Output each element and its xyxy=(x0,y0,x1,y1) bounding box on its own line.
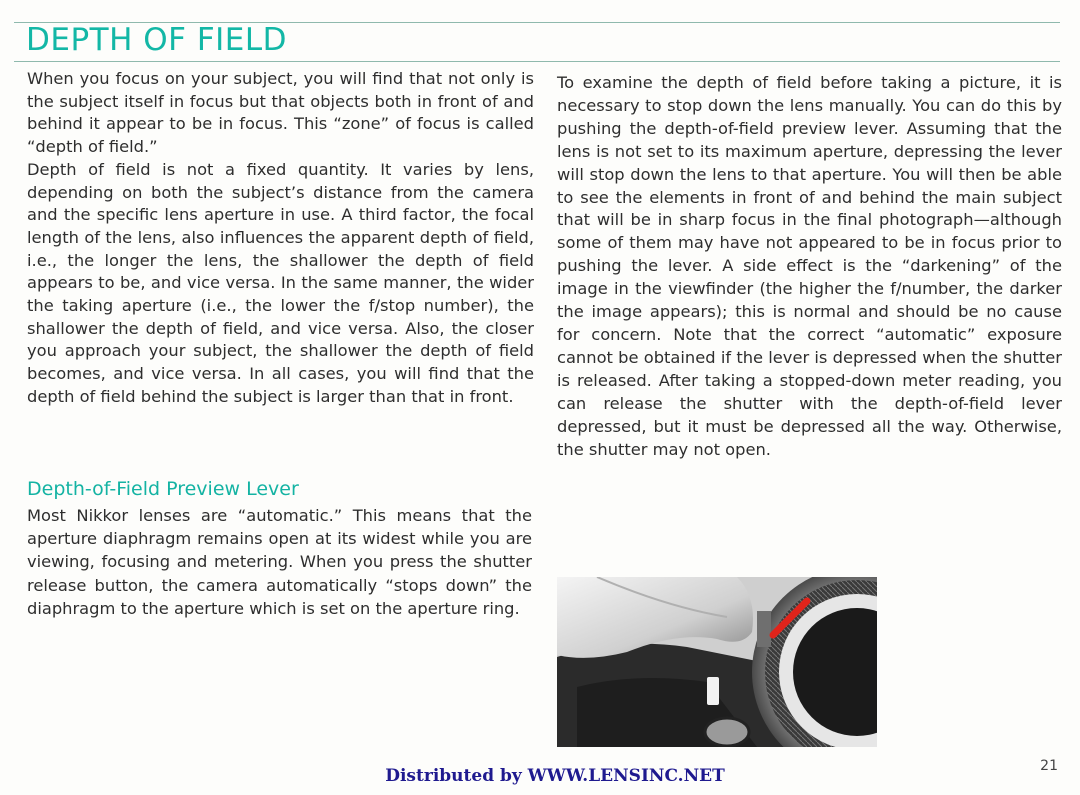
automatic-lens-paragraph: Most Nikkor lenses are “automatic.” This means that the aperture diaphragm remains open at its widest while you are viewing, focusing and metering. When you press the shutter release button, the camera automatically “stops down” the diaphragm to the aperture which is set on the aperture ring. xyxy=(27,506,532,618)
distributor-footer: Distributed by WWW.LENSINC.NET xyxy=(385,766,725,786)
right-column xyxy=(557,72,1062,461)
depth-factors-paragraph: Depth of field is not a fixed quantity. It varies by lens, depending on both the subject’s distance from the camera and the specific lens aperture in use. A third factor, the focal length of the lens, also influences the apparent depth of field, i.e., the longer the lens, the shallower the depth of field appears to be, and vice versa. In the same manner, the wider the taking aperture (i.e., the lower the f/stop number), the shallower the depth of field, and vice versa. Also, the closer you approach your subject, the shallower the depth of field becomes, and vice versa. In all cases, you will find that the depth of field behind the subject is larger than that in front. xyxy=(27,159,534,406)
section-heading: Depth-of-Field Preview Lever xyxy=(27,478,299,500)
page-number: 21 xyxy=(1040,758,1058,774)
title-rule xyxy=(14,61,1060,62)
preview-lever-paragraph: To examine the depth of field before taking a picture, it is necessary to stop down the lens manually. You can do this by pushing the depth-of-field preview lever. Assuming that the lens is not set to its maximum aperture, depressing the lever will stop down the lens to that aperture. You will then be able to see the elements in front of and behind the main subject that will be in sharp focus in the final photograph—although some of them may have not appeared to be in focus prior to pushing the lever. A side effect is the “darkening” of the image in the viewfinder (the higher the f/number, the darker the image appears); this is normal and should be no cause for concern. Note that the correct “automatic” exposure cannot be obtained if the lever is depressed when the shutter is released. After taking a stopped-down meter reading, you can release the shutter with the depth-of-field lever depressed, but it must be depressed all the way. Otherwise, the shutter may not open. xyxy=(557,73,1062,459)
camera-lever-photo xyxy=(557,577,877,747)
left-column-lower xyxy=(27,504,532,620)
intro-paragraph: When you focus on your subject, you will find that not only is the subject itself in focus but that objects both in front of and behind it appear to be in focus. This “zone” of focus is called “depth of field.” xyxy=(27,69,534,157)
page-title: DEPTH OF FIELD xyxy=(26,22,288,58)
left-column xyxy=(27,68,534,409)
